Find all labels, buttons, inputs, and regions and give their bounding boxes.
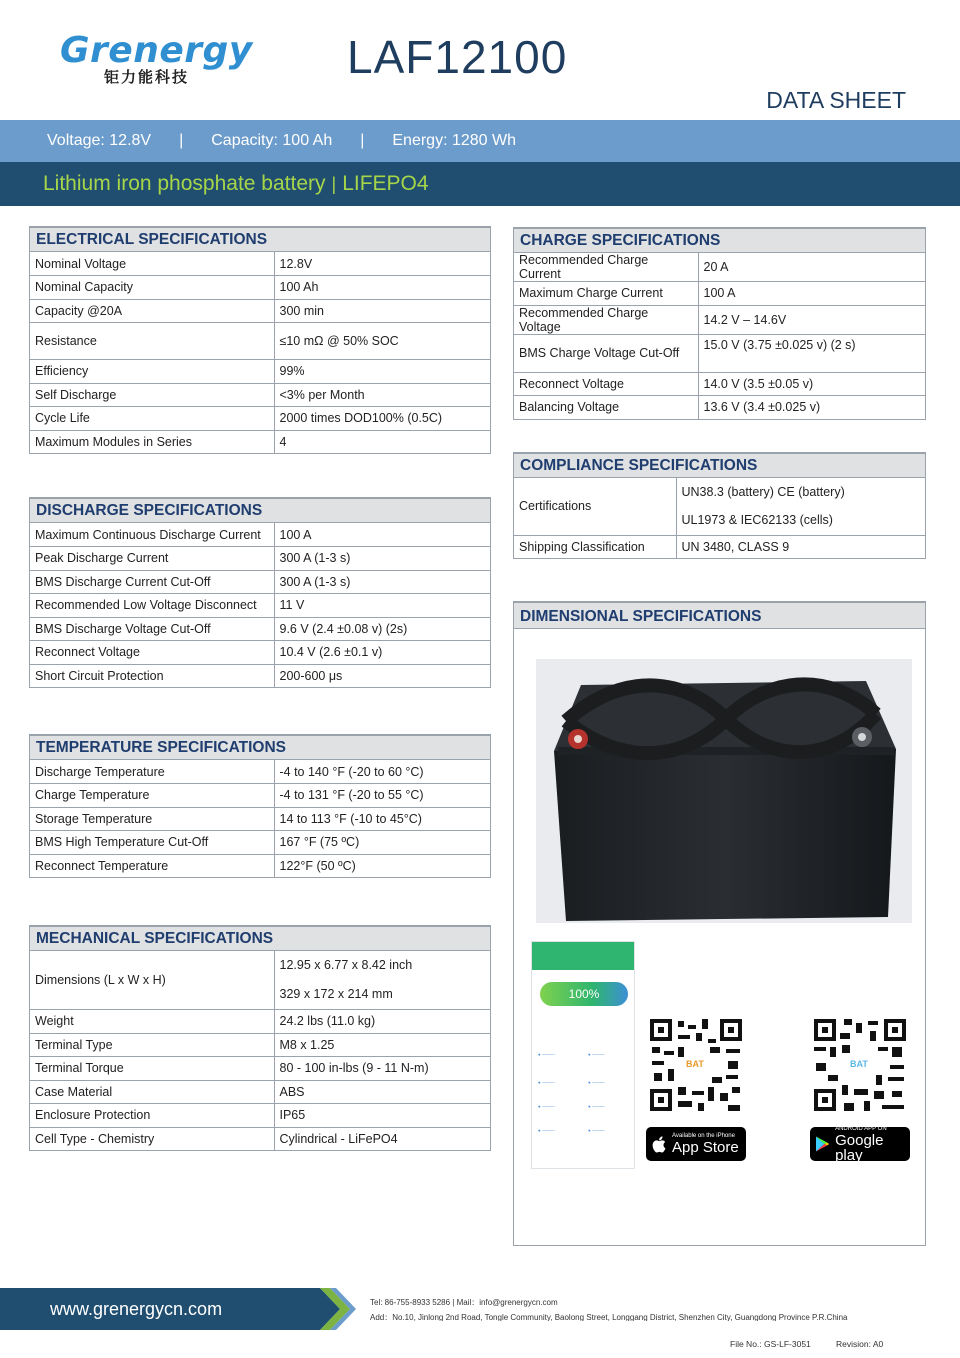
- table-row: [30, 1104, 490, 1128]
- spec-value: 2000 times DOD100% (0.5C): [274, 407, 490, 431]
- section-title: DISCHARGE SPECIFICATIONS: [30, 497, 490, 523]
- spec-key: Short Circuit Protection: [30, 664, 274, 688]
- app-soc-gauge: 100%: [540, 982, 628, 1006]
- footer-address: Add：No.10, Jinlong 2nd Road, Tongle Community, Baolong Street, Longgang District, Shenzhen City, Guangdong Province P.R.China: [370, 1313, 848, 1321]
- spec-value: 100 A: [698, 282, 925, 306]
- spec-key: Recommended Charge Current: [514, 253, 698, 282]
- discharge-section: [29, 497, 491, 688]
- spec-key: Discharge Temperature: [30, 760, 274, 784]
- spec-value: 200-600 μs: [274, 664, 490, 688]
- spec-value: 99%: [274, 360, 490, 384]
- spec-key: Maximum Modules in Series: [30, 430, 274, 454]
- spec-key: Efficiency: [30, 360, 274, 384]
- table-row: [30, 547, 490, 571]
- dimensions-inch: 12.95 x 6.77 x 8.42 inch: [279, 958, 413, 972]
- spec-key: Self Discharge: [30, 383, 274, 407]
- spec-value: Cylindrical - LiFePO4: [274, 1127, 490, 1151]
- google-play-text: [835, 1126, 910, 1163]
- spec-key: Peak Discharge Current: [30, 547, 274, 571]
- spec-value: 100 A: [274, 523, 490, 547]
- spec-value: 12.8V: [274, 252, 490, 276]
- spec-value: 13.6 V (3.4 ±0.025 v): [698, 396, 925, 420]
- google-play-badge[interactable]: [810, 1125, 910, 1164]
- google-play-label: Google play: [835, 1131, 884, 1164]
- app-cell: ● ────: [538, 1128, 555, 1133]
- qr-center-label: BAT: [686, 1059, 704, 1069]
- table-row: [30, 299, 490, 323]
- brand-logo: [60, 30, 253, 90]
- summary-energy: Energy: 1280 Wh: [392, 132, 516, 149]
- battery-illustration: [536, 659, 912, 923]
- spec-key: Terminal Torque: [30, 1057, 274, 1081]
- model-title: LAF12100: [347, 31, 568, 83]
- spec-key: BMS Discharge Current Cut-Off: [30, 570, 274, 594]
- table-row: [30, 523, 490, 547]
- table-row: [30, 951, 490, 1010]
- battery-photo: [536, 659, 912, 923]
- electrical-table: [30, 252, 490, 454]
- summary-separator: |: [179, 132, 184, 149]
- product-chemistry: LIFEPO4: [342, 172, 429, 195]
- qr-center-label: BAT: [850, 1059, 868, 1069]
- compliance-section: [513, 452, 926, 559]
- table-row: [514, 396, 925, 420]
- spec-value: M8 x 1.25: [274, 1033, 490, 1057]
- app-store-text: [672, 1133, 739, 1155]
- section-title: CHARGE SPECIFICATIONS: [514, 227, 925, 253]
- electrical-section: [29, 226, 491, 454]
- cert-line: UN38.3 (battery) CE (battery): [681, 485, 845, 500]
- spec-key: Weight: [30, 1010, 274, 1034]
- table-row: [30, 664, 490, 688]
- mechanical-section: [29, 925, 491, 1151]
- section-title: MECHANICAL SPECIFICATIONS: [30, 925, 490, 951]
- doc-type: DATA SHEET: [766, 87, 906, 113]
- brand-name-cn: 钜力能科技: [104, 69, 190, 86]
- spec-value: ABS: [274, 1080, 490, 1104]
- table-row: [514, 334, 925, 372]
- app-store-small-label: Available on the iPhone: [672, 1133, 735, 1139]
- table-row: [30, 594, 490, 618]
- spec-key: Case Material: [30, 1080, 274, 1104]
- table-row: [30, 1127, 490, 1151]
- table-row: [30, 617, 490, 641]
- table-row: [30, 276, 490, 300]
- compliance-table: [514, 478, 925, 559]
- android-qr-code[interactable]: [812, 1017, 908, 1113]
- spec-value: 14.0 V (3.5 ±0.05 v): [698, 372, 925, 396]
- spec-value: UN 3480, CLASS 9: [676, 535, 925, 559]
- section-title: ELECTRICAL SPECIFICATIONS: [30, 226, 490, 252]
- spec-value: 300 min: [274, 299, 490, 323]
- spec-key: Reconnect Voltage: [514, 372, 698, 396]
- spec-key: Shipping Classification: [514, 535, 676, 559]
- temperature-section: [29, 734, 491, 878]
- table-row: [30, 807, 490, 831]
- app-cell: ● ────: [538, 1052, 555, 1057]
- app-cell: ● ────: [588, 1128, 605, 1133]
- google-play-icon: [816, 1136, 829, 1152]
- table-row: [30, 1080, 490, 1104]
- table-row: [514, 372, 925, 396]
- spec-key: BMS High Temperature Cut-Off: [30, 831, 274, 855]
- spec-key: Resistance: [30, 323, 274, 360]
- table-row: [514, 305, 925, 334]
- app-store-label: App Store: [672, 1139, 739, 1156]
- app-cell: ● ────: [588, 1052, 605, 1057]
- dimensions-mm: 329 x 172 x 214 mm: [279, 987, 393, 1001]
- app-cell: ● ────: [538, 1104, 555, 1109]
- table-row: [30, 1033, 490, 1057]
- table-row: [30, 407, 490, 431]
- spec-value: 20 A: [698, 253, 925, 282]
- spec-value: [274, 951, 490, 1010]
- spec-value: 4: [274, 430, 490, 454]
- product-separator: |: [331, 173, 337, 194]
- table-row: [30, 784, 490, 808]
- spec-value: 10.4 V (2.6 ±0.1 v): [274, 641, 490, 665]
- revision: Revision: A0: [836, 1339, 884, 1349]
- footer-contact: Tel: 86-755-8933 5286 | Mail：info@grenergycn.com: [370, 1298, 558, 1307]
- table-row: [514, 253, 925, 282]
- spec-key: Capacity @20A: [30, 299, 274, 323]
- temperature-table: [30, 760, 490, 878]
- spec-key: Recommended Low Voltage Disconnect: [30, 594, 274, 618]
- discharge-table: [30, 523, 490, 688]
- spec-value: 14.2 V – 14.6V: [698, 305, 925, 334]
- spec-value: 100 Ah: [274, 276, 490, 300]
- spec-value: 14 to 113 °F (-10 to 45°C): [274, 807, 490, 831]
- spec-key: Enclosure Protection: [30, 1104, 274, 1128]
- spec-key: Dimensions (L x W x H): [30, 951, 274, 1010]
- product-type: Lithium iron phosphate battery: [43, 172, 326, 195]
- spec-key: BMS Discharge Voltage Cut-Off: [30, 617, 274, 641]
- spec-value: 11 V: [274, 594, 490, 618]
- spec-key: Nominal Capacity: [30, 276, 274, 300]
- spec-value: 9.6 V (2.4 ±0.08 v) (2s): [274, 617, 490, 641]
- section-title: COMPLIANCE SPECIFICATIONS: [514, 452, 925, 478]
- spec-key: Reconnect Voltage: [30, 641, 274, 665]
- spec-key: Cell Type - Chemistry: [30, 1127, 274, 1151]
- summary-capacity: Capacity: 100 Ah: [211, 132, 333, 149]
- app-screenshot: [531, 941, 635, 1169]
- spec-key: Balancing Voltage: [514, 396, 698, 420]
- spec-key: Maximum Continuous Discharge Current: [30, 523, 274, 547]
- app-cell: ● ────: [588, 1080, 605, 1085]
- app-cell: ● ────: [588, 1104, 605, 1109]
- table-row: [30, 430, 490, 454]
- table-row: [30, 641, 490, 665]
- spec-value: IP65: [274, 1104, 490, 1128]
- table-row: [30, 252, 490, 276]
- spec-value: ≤10 mΩ @ 50% SOC: [274, 323, 490, 360]
- table-row: [30, 383, 490, 407]
- mechanical-table: [30, 951, 490, 1151]
- app-store-badge[interactable]: [646, 1127, 746, 1161]
- charge-table: [514, 253, 925, 420]
- dimensional-section: [513, 601, 926, 1246]
- spec-value: 80 - 100 in-lbs (9 - 11 N-m): [274, 1057, 490, 1081]
- table-row: [514, 478, 925, 535]
- table-row: [30, 831, 490, 855]
- spec-value: -4 to 131 °F (-20 to 55 °C): [274, 784, 490, 808]
- table-row: [30, 323, 490, 360]
- spec-value: [676, 478, 925, 535]
- table-row: [514, 282, 925, 306]
- spec-value: <3% per Month: [274, 383, 490, 407]
- summary-voltage: Voltage: 12.8V: [47, 132, 152, 149]
- spec-key: Maximum Charge Current: [514, 282, 698, 306]
- charge-section: [513, 227, 926, 420]
- cert-line: UL1973 & IEC62133 (cells): [681, 513, 833, 528]
- app-header: [532, 942, 634, 970]
- spec-key: Charge Temperature: [30, 784, 274, 808]
- spec-value: 300 A (1-3 s): [274, 570, 490, 594]
- app-cell: ● ────: [538, 1080, 555, 1085]
- ios-qr-code[interactable]: [648, 1017, 744, 1113]
- table-row: [30, 1010, 490, 1034]
- spec-key: Recommended Charge Voltage: [514, 305, 698, 334]
- spec-key: Reconnect Temperature: [30, 854, 274, 878]
- spec-value: 167 °F (75 ºC): [274, 831, 490, 855]
- google-play-small-label: ANDROID APP ON: [835, 1125, 887, 1132]
- product-band: [0, 162, 960, 206]
- spec-key: Certifications: [514, 478, 676, 535]
- summary-separator: |: [360, 132, 365, 149]
- spec-value: 24.2 lbs (11.0 kg): [274, 1010, 490, 1034]
- spec-value: 300 A (1-3 s): [274, 547, 490, 571]
- table-row: [30, 760, 490, 784]
- spec-key: Cycle Life: [30, 407, 274, 431]
- footer-website-link[interactable]: www.grenergycn.com: [0, 1288, 300, 1330]
- spec-value: 15.0 V (3.75 ±0.025 v) (2 s): [698, 334, 925, 372]
- spec-key: BMS Charge Voltage Cut-Off: [514, 334, 698, 372]
- section-title: TEMPERATURE SPECIFICATIONS: [30, 734, 490, 760]
- footer-chevron-icon: [300, 1288, 360, 1330]
- section-title: DIMENSIONAL SPECIFICATIONS: [514, 603, 925, 629]
- summary-band: [0, 120, 960, 162]
- table-row: [30, 854, 490, 878]
- spec-value: -4 to 140 °F (-20 to 60 °C): [274, 760, 490, 784]
- table-row: [514, 535, 925, 559]
- spec-value: 122°F (50 ºC): [274, 854, 490, 878]
- spec-key: Storage Temperature: [30, 807, 274, 831]
- table-row: [30, 1057, 490, 1081]
- spec-key: Terminal Type: [30, 1033, 274, 1057]
- brand-name: Grenergy: [60, 30, 253, 71]
- table-row: [30, 360, 490, 384]
- spec-key: Nominal Voltage: [30, 252, 274, 276]
- table-row: [30, 570, 490, 594]
- apple-icon: [652, 1136, 666, 1153]
- file-number: File No.: GS-LF-3051: [730, 1339, 811, 1349]
- footer: [0, 1288, 960, 1330]
